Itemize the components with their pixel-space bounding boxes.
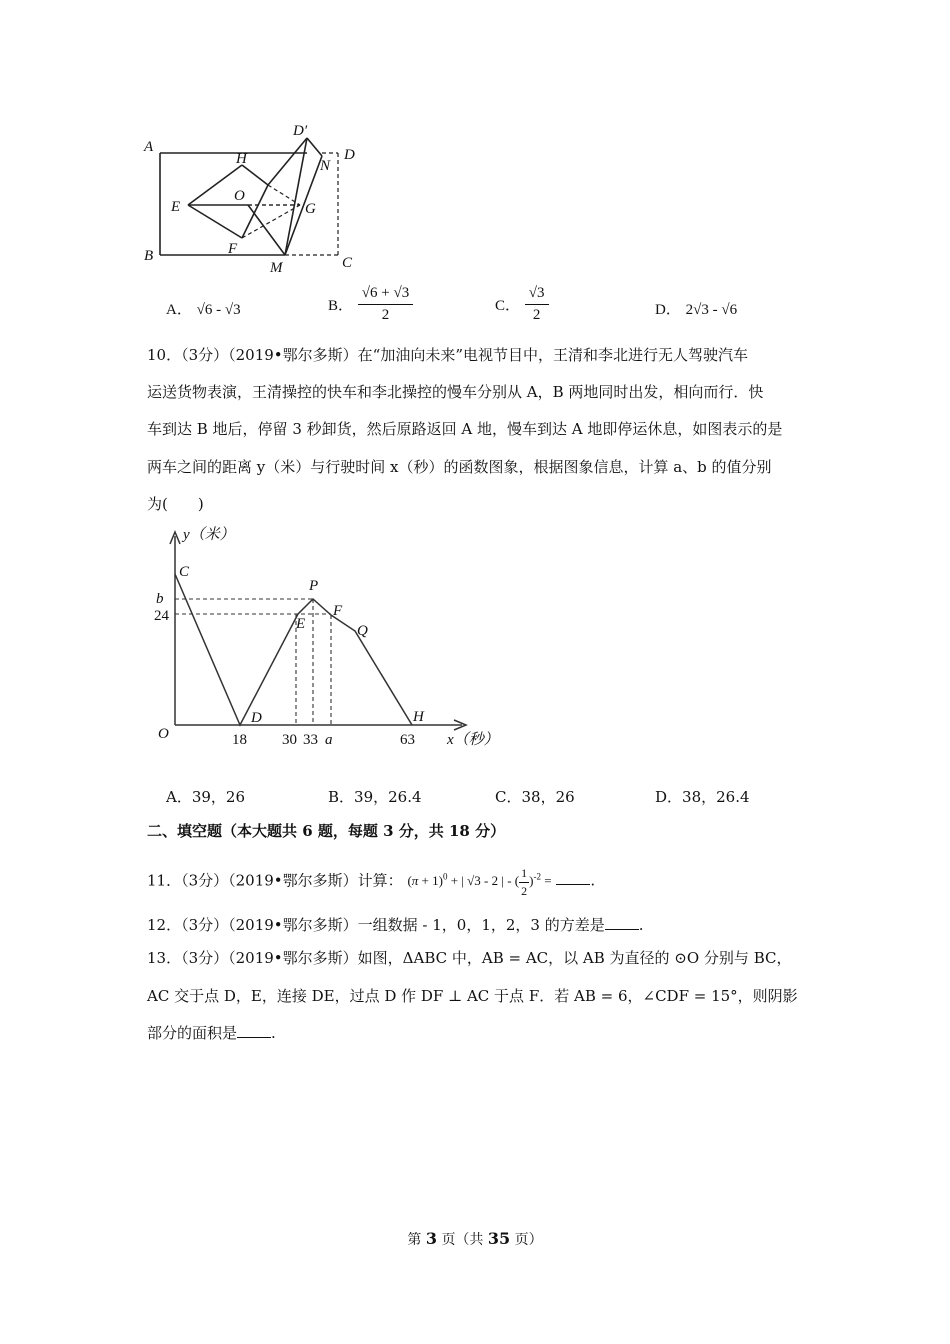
graph-label-Q: Q	[357, 623, 368, 639]
q13-line-1: 13．（3分）（2019•鄂尔多斯）如图，ΔABC 中，AB = AC，以 AB 为直径的 ⊙O 分别与 BC，	[147, 949, 792, 967]
label-G: G	[305, 201, 316, 217]
q11-expression: $(\pi + 1)^0$ + | √3 - 2 | - ( $\frac{1}{2}$ )$^{-2}$ =	[407, 866, 552, 898]
q12: 12．（3分）（2019•鄂尔多斯）一组数据 - 1，0，1，2，3 的方差是 .	[147, 916, 644, 934]
graph-label-F: F	[333, 603, 343, 619]
q10-option-c: C．38，26	[495, 788, 575, 806]
label-M: M	[270, 260, 283, 276]
graph-tick-b: b	[156, 591, 164, 607]
section-2-heading: 二、填空题（本大题共 6 题，每题 3 分，共 18 分）	[147, 822, 506, 840]
page-footer: 第 3 页（共 35 页）	[407, 1229, 543, 1248]
q10-line-3: 车到达 B 地后，停留 3 秒卸货，然后原路返回 A 地，慢车到达 A 地即停运休息，如图表示的是	[147, 420, 783, 438]
graph-tick-a: a	[325, 732, 333, 748]
q10-option-a: A．39，26	[166, 788, 246, 806]
graph-tick-18: 18	[232, 732, 247, 748]
q12-text: 12．（3分）（2019•鄂尔多斯）一组数据 - 1，0，1，2，3 的方差是	[147, 916, 605, 934]
graph-label-O: O	[158, 726, 169, 742]
q9-option-b: B． $\frac{√6 + √3}{2}$	[328, 285, 413, 324]
q9-figure	[140, 118, 370, 278]
q12-answer-blank[interactable]	[605, 915, 639, 930]
q9-option-d-expr: 2√3 - √6	[685, 302, 738, 318]
label-E: E	[171, 199, 181, 215]
q10-option-b: B．39，26.4	[328, 788, 422, 806]
label-C: C	[342, 255, 353, 271]
q10-option-d: D．38，26.4	[655, 788, 750, 806]
q9-option-a-expr: √6 - √3	[196, 302, 241, 318]
q9-option-c-den: 2	[532, 307, 541, 323]
graph-label-E: E	[296, 616, 306, 632]
graph-x-axis-label: x（秒）	[447, 732, 499, 748]
label-F: F	[228, 241, 238, 257]
graph-tick-30: 30	[282, 732, 297, 748]
q9-option-c-num: √3	[525, 285, 549, 305]
q10-graph	[150, 522, 500, 752]
graph-tick-33: 33	[303, 732, 318, 748]
graph-tick-63: 63	[400, 732, 415, 748]
label-N: N	[320, 158, 331, 174]
q10-line-4: 两车之间的距离 y（米）与行驶时间 x（秒）的函数图象，根据图象信息，计算 a、b 的值分别	[147, 458, 772, 476]
q10-line-5: 为( )	[147, 495, 204, 513]
label-Dprime: D′	[293, 123, 308, 139]
q11: 11．（3分）（2019•鄂尔多斯）计算： $(\pi + 1)^0$ + | √3 - 2 | - ( $\frac{1}{2}$ )$^{-2}$ = .	[147, 866, 596, 898]
q10-line-2: 运送货物表演，王清操控的快车和李北操控的慢车分别从 A，B 两地同时出发，相向而行．快	[147, 383, 764, 401]
q13-answer-blank[interactable]	[237, 1023, 271, 1038]
graph-label-D: D	[251, 710, 262, 726]
q9-option-b-num: √6 + √3	[358, 285, 413, 305]
q10-line-1: 10．（3分）（2019•鄂尔多斯）在“加油向未来”电视节目中，王清和李北进行无人驾驶汽车	[147, 346, 748, 364]
q9-option-b-den: 2	[381, 307, 390, 323]
q13-line-2: AC 交于点 D，E，连接 DE，过点 D 作 DF ⊥ AC 于点 F．若 AB = 6，∠CDF = 15°，则阴影	[147, 987, 798, 1005]
q11-prefix: 11．（3分）（2019•鄂尔多斯）计算：	[147, 871, 403, 890]
q9-option-c: C． $\frac{√3}{2}$	[495, 285, 549, 324]
graph-tick-24: 24	[154, 608, 169, 624]
label-O: O	[234, 188, 245, 204]
label-D: D	[344, 147, 355, 163]
graph-label-C: C	[179, 564, 190, 580]
q9-option-d: D． 2√3 - √6	[655, 302, 738, 318]
q13-line-3: 部分的面积是 .	[147, 1024, 276, 1042]
graph-label-P: P	[309, 578, 319, 594]
label-A: A	[144, 139, 154, 155]
label-H: H	[236, 151, 247, 167]
q9-option-a: A． √6 - √3	[166, 302, 241, 318]
q11-answer-blank[interactable]	[556, 870, 590, 885]
page-total: 35	[487, 1229, 511, 1248]
page-number: 3	[425, 1229, 437, 1248]
graph-y-axis-label: y（米）	[183, 527, 235, 543]
graph-label-H: H	[413, 709, 424, 725]
label-B: B	[144, 248, 154, 264]
